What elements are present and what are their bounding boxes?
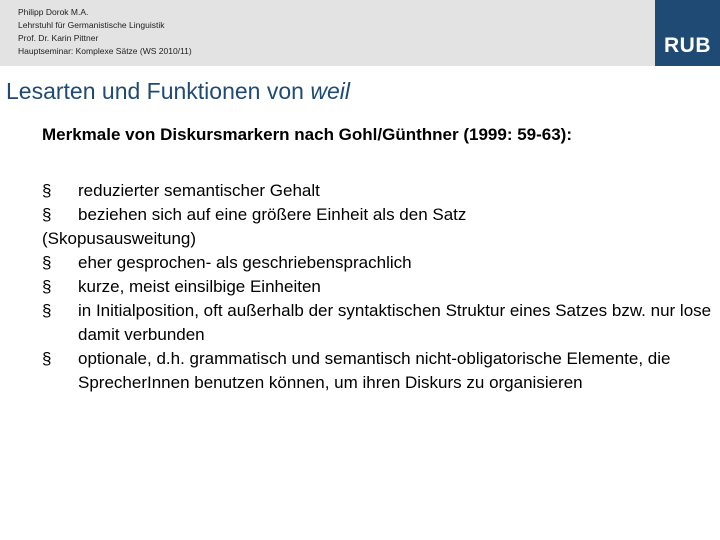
bullet-icon: § — [42, 205, 52, 224]
list-item — [42, 299, 712, 347]
title-italic: weil — [310, 78, 350, 104]
list-item — [42, 179, 712, 203]
title-main: Lesarten und Funktionen von — [6, 78, 311, 104]
list-item-text: in Initialposition, oft außerhalb der syntaktischen Struktur eines Satzes bzw. nur lose damit verbunden — [78, 301, 712, 344]
list-item-text: eher gesprochen- als geschriebensprachlich — [78, 253, 412, 272]
bullet-icon: § — [42, 253, 52, 272]
list-item — [42, 251, 712, 275]
list-item-text: optionale, d.h. grammatisch und semantisch nicht-obligatorische Elemente, die SprecherInnen benutzen können, um ihren Diskurs zu organisieren — [78, 349, 671, 392]
author-line: Philipp Dorok M.A. — [18, 7, 89, 17]
rub-logo: RUB — [655, 0, 720, 66]
bullet-icon: § — [42, 181, 52, 200]
author-info — [18, 6, 192, 58]
bullet-icon: § — [42, 349, 52, 368]
bullet-icon: § — [42, 277, 52, 296]
bullet-icon: § — [42, 301, 52, 320]
chair-line: Lehrstuhl für Germanistische Linguistik — [18, 20, 165, 30]
list-item — [42, 275, 712, 299]
list-item-text: kurze, meist einsilbige Einheiten — [78, 277, 321, 296]
seminar-line: Hauptseminar: Komplexe Sätze (WS 2010/11) — [18, 46, 192, 56]
slide-subtitle: Merkmale von Diskursmarkern nach Gohl/Günthner (1999: 59-63): — [42, 125, 573, 144]
list-item — [42, 203, 712, 227]
list-item-text: reduzierter semantischer Gehalt — [78, 181, 320, 200]
slide-header — [0, 0, 720, 66]
bullet-list — [42, 179, 712, 395]
list-item — [42, 347, 712, 395]
slide-title — [6, 78, 350, 105]
professor-line: Prof. Dr. Karin Pittner — [18, 33, 99, 43]
list-item-continuation: (Skopusausweitung) — [42, 229, 197, 248]
list-item-text: beziehen sich auf eine größere Einheit als den Satz — [78, 205, 467, 224]
